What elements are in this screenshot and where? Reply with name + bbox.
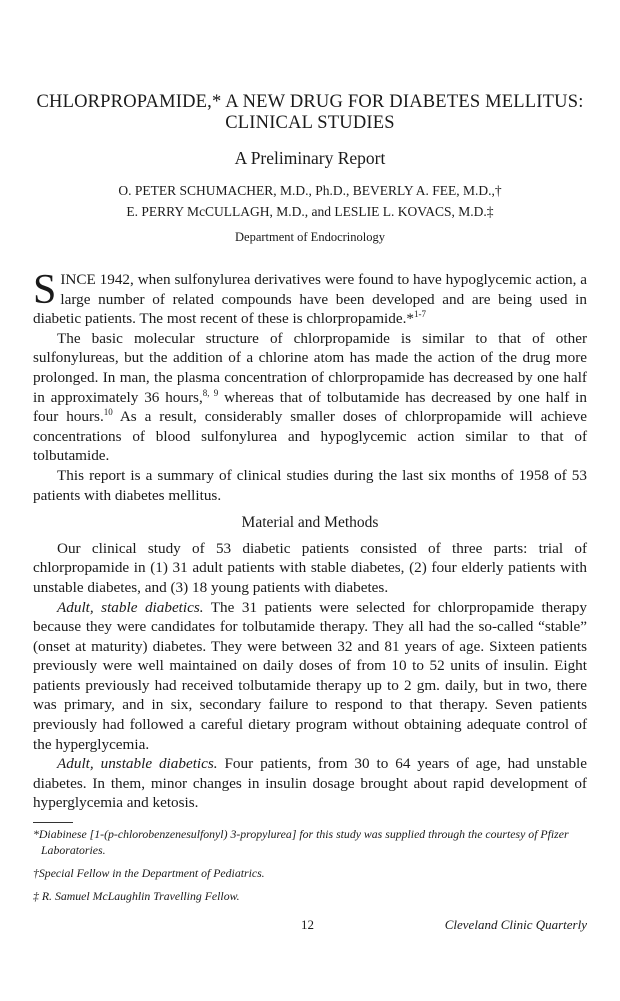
- reference-sup: 10: [103, 407, 113, 418]
- journal-name: Cleveland Clinic Quarterly: [444, 917, 587, 932]
- intro-text: INCE 1942, when sulfonylurea derivatives were found to have hypoglycemic action, a large number of related compounds have been developed and are being used in diabetic patients. The most recent of these is chlorpropamide.*: [33, 271, 587, 328]
- page-number: 12: [301, 917, 314, 932]
- reference-sup: 1-7: [413, 309, 426, 320]
- structure-text-a: The basic molecular structure of chlorpropamide is similar to that of other sulfonylureas, but the addition of a chlorine atom has made the action of the drug more prolonged. In man, the plasma concentration of chlorpropamide has decreased by one half in approximately 36 hours,: [33, 329, 587, 406]
- paragraph-study: Our clinical study of 53 diabetic patients consisted of three parts: trial of chlorpropamide in (1) 31 adult patients with stable diabetes, (2) four elderly patients with unstable diabetes, and (3) 18 young patients with diabetes.: [33, 539, 587, 596]
- paragraph-summary: This report is a summary of clinical studies during the last six months of 1958 of 53 patients with diabetes mellitus.: [33, 466, 587, 504]
- article-subtitle: A Preliminary Report: [234, 148, 386, 168]
- article-body: [33, 267, 588, 813]
- article-title: [33, 92, 587, 134]
- authors-line-2: E. PERRY McCULLAGH, M.D., and LESLIE L. KOVACS, M.D.‡: [126, 204, 494, 219]
- footnote-1: *Diabinese [1-(p-chlorobenzenesulfonyl) 3-propylurea] for this study was supplied through the courtesy of Pfizer Laboratories.: [33, 827, 569, 857]
- department: Department of Endocrinology: [235, 230, 385, 244]
- paragraph-intro: [33, 267, 587, 329]
- structure-text-c: As a result, considerably smaller doses of chlorpropamide will achieve concentrations of blood sulfonylurea and hypoglycemic action similar to that of tolbutamide.: [33, 408, 587, 465]
- paragraph-structure: [33, 329, 587, 466]
- footnote-2: †Special Fellow in the Department of Pediatrics.: [33, 866, 265, 880]
- drop-cap: S: [33, 267, 57, 313]
- reference-sup: 8, 9: [202, 387, 219, 398]
- footnotes: [33, 826, 587, 911]
- paragraph-unstable: [33, 754, 587, 813]
- paragraph-stable: [33, 598, 587, 755]
- subheading-unstable: Adult, unstable diabetics.: [57, 755, 218, 773]
- footnote-3: ‡ R. Samuel McLaughlin Travelling Fellow.: [33, 889, 240, 903]
- author-list: [33, 180, 587, 222]
- unstable-text: Four patients, from 30 to 64 years of age, had unstable diabetes. In them, minor changes in insulin dosage brought about rapid development of hyperglycemia and ketosis.: [33, 755, 588, 812]
- stable-text: The 31 patients were selected for chlorpropamide therapy because they were candidates for tolbutamide therapy. They all had the so-called “stable” (onset at maturity) diabetes. They were between 32 and 81 years of age. Sixteen patients previously were well maintained on daily doses of from 10 to 52 units of insulin. Eight patients previously had received tolbutamide therapy up to 2 gm. daily, but in two, there was primary, and in six, secondary failure to respond to that therapy. Seven patients previously had followed a careful dietary program without obtaining adequate control of the hyperglycemia.: [33, 598, 587, 753]
- title-line-2: CLINICAL STUDIES: [225, 113, 395, 133]
- authors-line-1: O. PETER SCHUMACHER, M.D., Ph.D., BEVERLY A. FEE, M.D.,†: [118, 183, 502, 198]
- structure-text-b: whereas that of tolbutamide has decreased by one half in four hours.: [33, 388, 587, 426]
- footnote-rule: [33, 822, 73, 823]
- title-line-1: CHLORPROPAMIDE,* A NEW DRUG FOR DIABETES MELLITUS:: [36, 92, 584, 112]
- section-heading: Material and Methods: [241, 514, 379, 532]
- subheading-stable: Adult, stable diabetics.: [57, 598, 204, 616]
